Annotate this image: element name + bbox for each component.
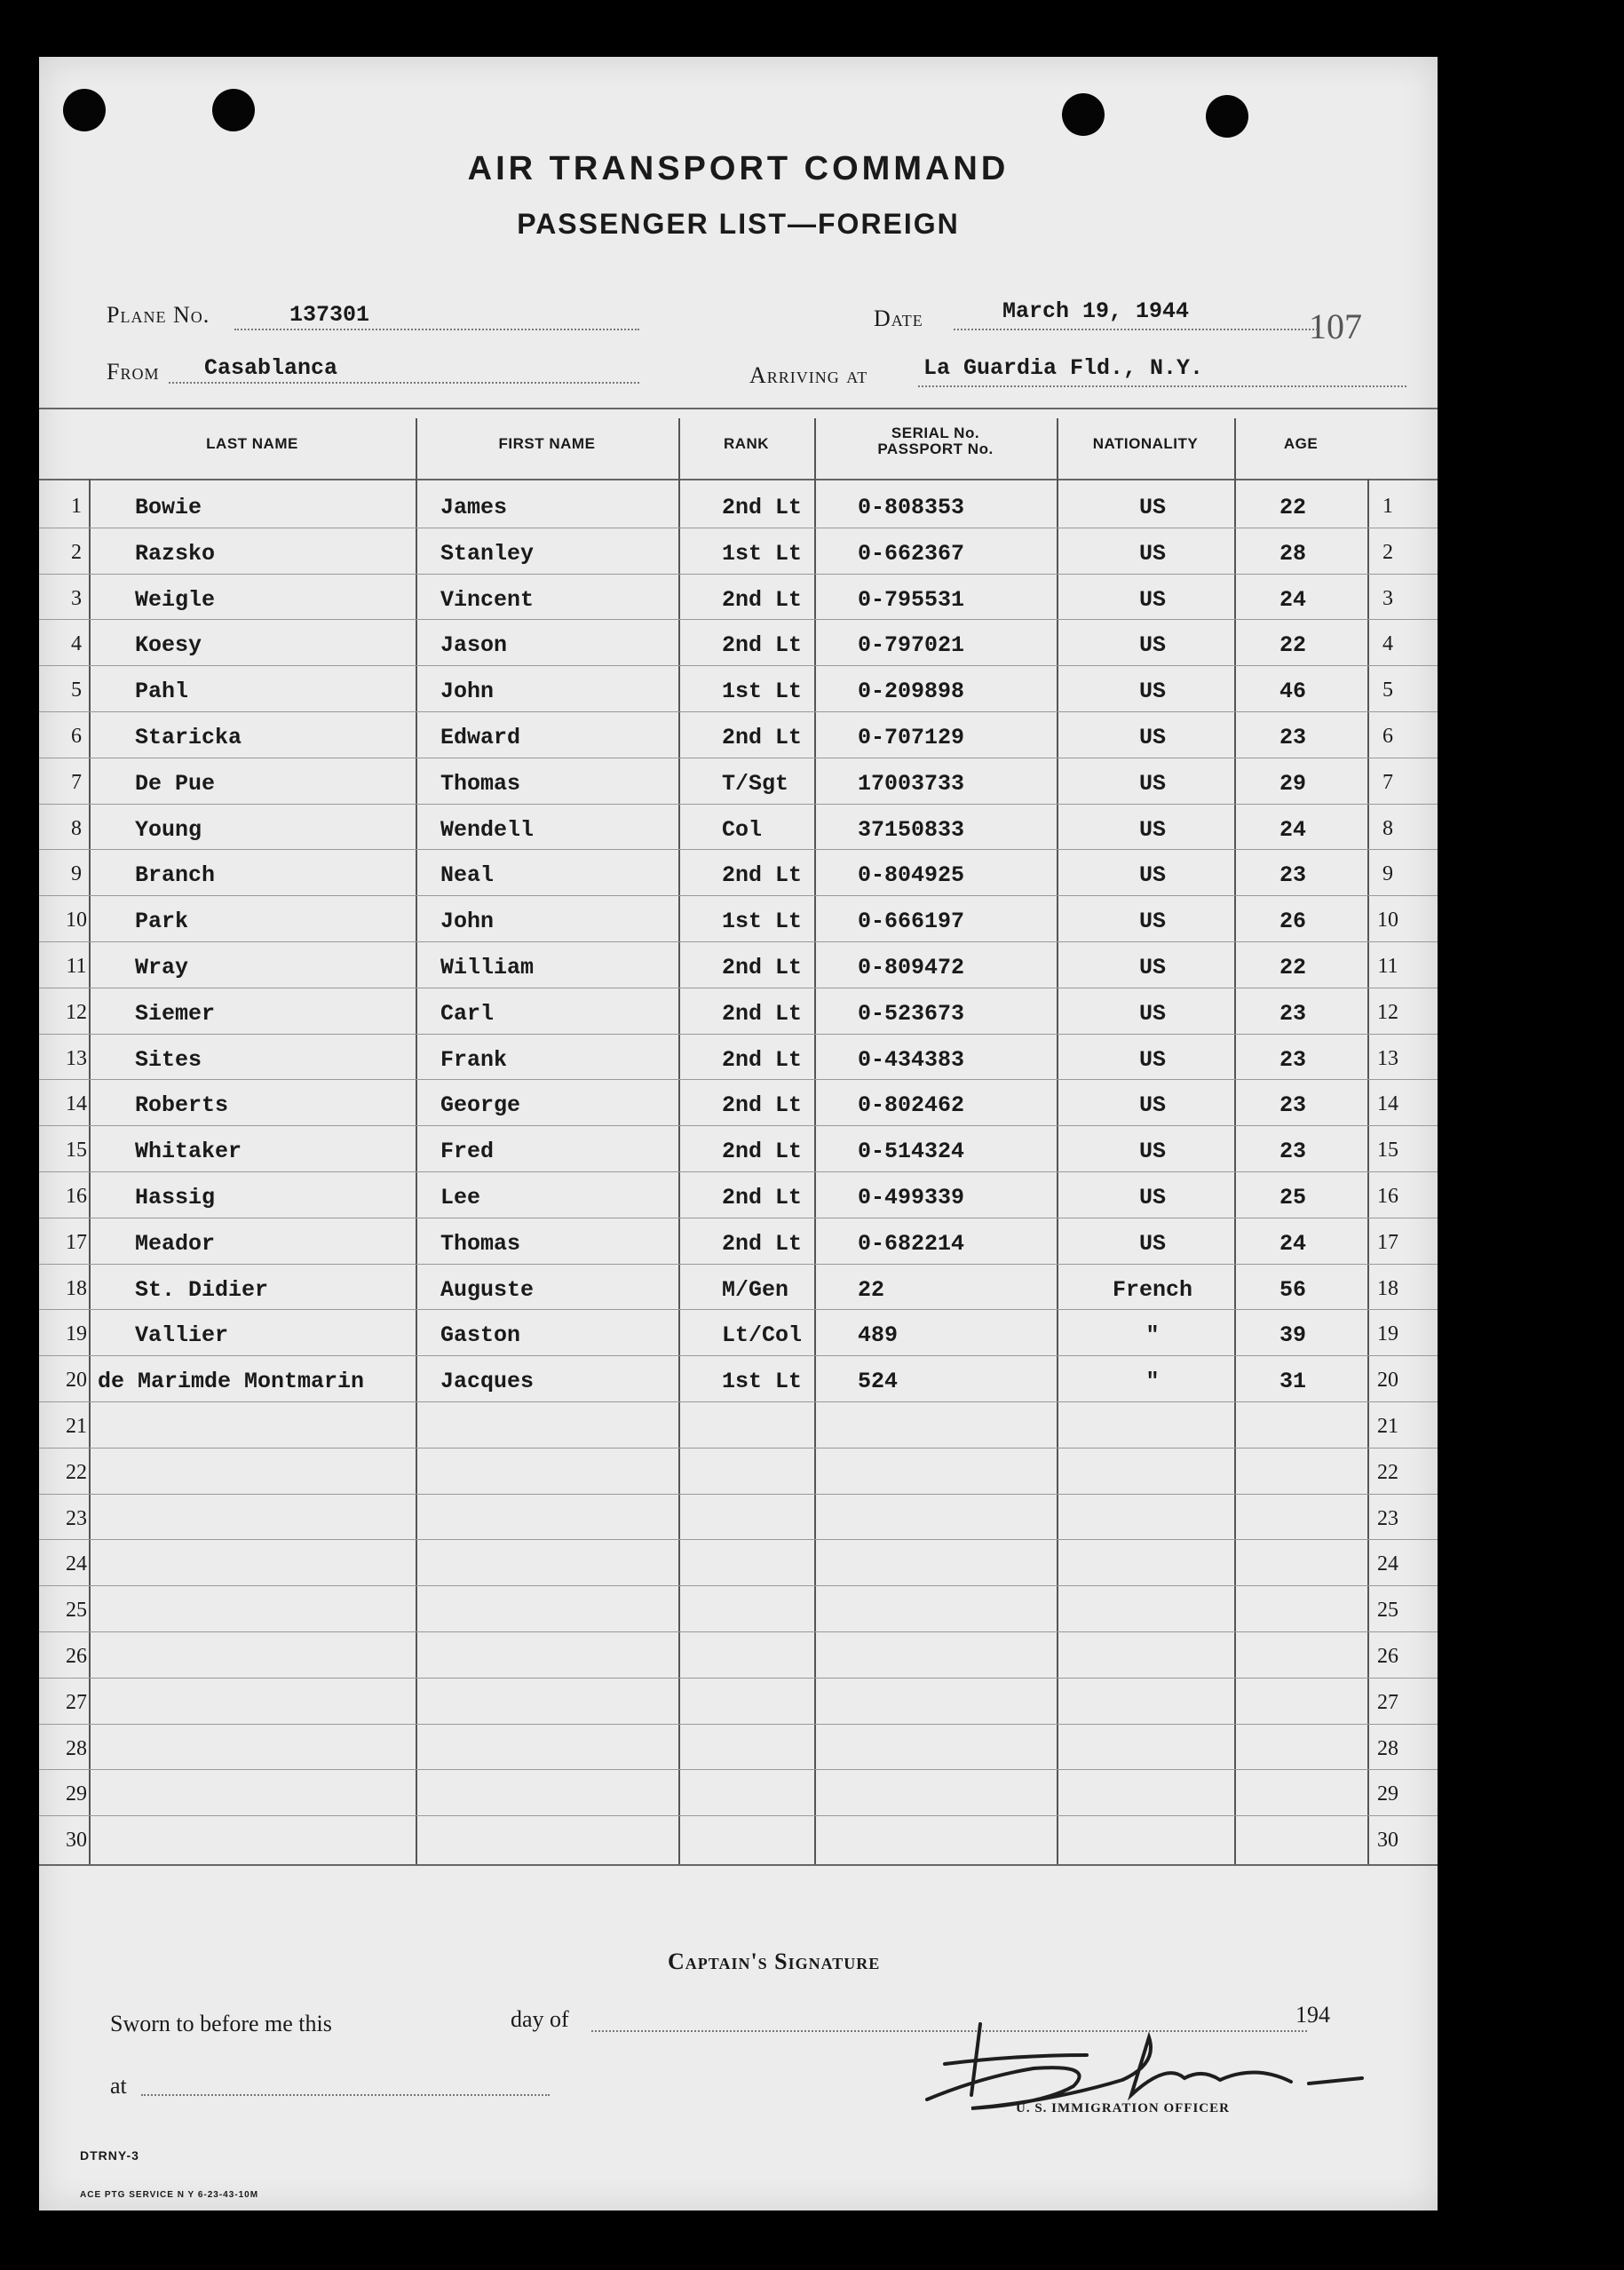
last-name-cell: de Marimde Montmarin (98, 1369, 365, 1395)
last-name-cell: De Pue (135, 770, 216, 797)
row-number: 2 (71, 540, 82, 564)
nationality-cell: US (1138, 1139, 1166, 1165)
row-divider (39, 1125, 1438, 1126)
age-cell: 22 (1279, 495, 1306, 520)
age-cell: 23 (1279, 1000, 1306, 1027)
punch-hole (212, 89, 255, 131)
col-header-serial-2: PASSPORT No. (877, 441, 994, 457)
serial-cell: 0-523673 (858, 1000, 965, 1027)
table-row (39, 1450, 1438, 1499)
row-number: 27 (66, 1690, 87, 1714)
last-name-cell: Sites (135, 1046, 202, 1073)
row-number: 7 (71, 770, 82, 794)
table-top-border (39, 408, 1438, 409)
first-name-cell: Lee (440, 1185, 481, 1210)
nationality-cell: US (1138, 816, 1166, 843)
rank-cell: 2nd Lt (722, 1185, 803, 1210)
rank-cell: 2nd Lt (722, 955, 803, 980)
from-line (169, 382, 639, 384)
plane-no-line (234, 329, 639, 330)
table-row (39, 1588, 1438, 1637)
last-name-cell: Bowie (135, 495, 202, 520)
row-number: 6 (71, 725, 82, 748)
plane-no-value: 137301 (289, 302, 370, 328)
row-divider (39, 1401, 1438, 1402)
row-number: 24 (66, 1552, 87, 1576)
row-number: 19 (66, 1322, 87, 1346)
officer-signature (918, 2002, 1415, 2117)
row-number-right: 13 (1377, 1046, 1398, 1070)
arriving-line (918, 385, 1406, 387)
last-name-cell: Whitaker (135, 1139, 242, 1165)
row-number-right: 7 (1382, 770, 1393, 794)
day-of-label: day of (511, 2006, 569, 2032)
first-name-cell: Frank (440, 1046, 508, 1073)
row-divider (39, 1769, 1438, 1770)
row-number-right: 28 (1377, 1736, 1398, 1760)
row-number: 15 (66, 1139, 87, 1163)
row-divider (39, 1309, 1438, 1310)
table-row (39, 484, 1438, 533)
rank-cell: 2nd Lt (722, 586, 803, 613)
serial-cell: 0-802462 (858, 1092, 965, 1119)
table-row (39, 622, 1438, 671)
row-number-right: 29 (1377, 1782, 1398, 1806)
col-header-serial (814, 425, 1057, 457)
serial-cell: 17003733 (858, 770, 965, 797)
row-number: 4 (71, 632, 82, 656)
nationality-cell: US (1138, 495, 1166, 520)
row-number-right: 4 (1382, 632, 1393, 656)
nationality-cell: US (1138, 1230, 1166, 1257)
row-number: 17 (66, 1230, 87, 1254)
age-cell: 28 (1279, 540, 1306, 567)
table-row (39, 1542, 1438, 1591)
row-number-right: 21 (1377, 1415, 1398, 1438)
row-number-right: 1 (1382, 495, 1393, 518)
nationality-cell: US (1138, 770, 1166, 797)
serial-cell: 0-808353 (858, 495, 965, 520)
row-number-right: 2 (1382, 540, 1393, 564)
first-name-cell: Edward (440, 725, 521, 750)
year-label: 194 (1295, 2002, 1330, 2028)
table-row (39, 1358, 1438, 1407)
row-divider (39, 619, 1438, 620)
row-number: 26 (66, 1645, 87, 1668)
rank-cell: Col (722, 816, 763, 843)
last-name-cell: Young (135, 816, 202, 843)
last-name-cell: Koesy (135, 632, 202, 659)
serial-cell: 0-666197 (858, 909, 965, 935)
row-divider (39, 574, 1438, 575)
row-divider (39, 711, 1438, 712)
row-divider (39, 849, 1438, 850)
last-name-cell: Razsko (135, 540, 216, 567)
row-number-right: 26 (1377, 1645, 1398, 1668)
row-divider (39, 804, 1438, 805)
serial-cell: 0-434383 (858, 1046, 965, 1073)
age-cell: 22 (1279, 632, 1306, 659)
table-row (39, 898, 1438, 947)
rank-cell: 2nd Lt (722, 1230, 803, 1257)
serial-cell: 0-707129 (858, 725, 965, 750)
rank-cell: T/Sgt (722, 770, 789, 797)
first-name-cell: Carl (440, 1000, 495, 1027)
serial-cell: 524 (858, 1369, 899, 1395)
first-name-cell: William (440, 955, 535, 980)
col-header-first: FIRST NAME (498, 435, 596, 452)
table-row (39, 760, 1438, 809)
row-divider (39, 895, 1438, 896)
age-cell: 23 (1279, 1092, 1306, 1119)
row-number: 23 (66, 1506, 87, 1530)
page-stamp: 107 (1309, 306, 1362, 346)
last-name-cell: Roberts (135, 1092, 229, 1119)
table-row (39, 806, 1438, 855)
row-number: 20 (66, 1369, 87, 1393)
row-divider (39, 1585, 1438, 1586)
row-divider (39, 1631, 1438, 1632)
last-name-cell: Siemer (135, 1000, 216, 1027)
row-number-right: 20 (1377, 1369, 1398, 1393)
nationality-cell: US (1138, 955, 1166, 980)
form-code: DTRNY-3 (80, 2148, 139, 2163)
last-name-cell: Staricka (135, 725, 242, 750)
serial-cell: 0-499339 (858, 1185, 965, 1210)
from-value: Casablanca (204, 355, 338, 381)
form-title: AIR TRANSPORT COMMAND (467, 150, 1010, 187)
row-number: 18 (66, 1276, 87, 1300)
row-number-right: 24 (1377, 1552, 1398, 1576)
row-number: 28 (66, 1736, 87, 1760)
row-number-right: 22 (1377, 1460, 1398, 1484)
officer-label: U. S. IMMIGRATION OFFICER (1016, 2101, 1230, 2115)
row-number-right: 27 (1377, 1690, 1398, 1714)
row-divider (39, 1539, 1438, 1540)
table-row (39, 944, 1438, 993)
nationality-cell: US (1138, 725, 1166, 750)
row-number: 5 (71, 679, 82, 702)
row-divider (39, 1678, 1438, 1679)
row-number: 29 (66, 1782, 87, 1806)
row-number-right: 11 (1377, 955, 1398, 978)
punch-hole (1062, 93, 1105, 136)
last-name-cell: St. Didier (135, 1276, 269, 1303)
form-subtitle: PASSENGER LIST—FOREIGN (517, 208, 960, 240)
row-number: 21 (66, 1415, 87, 1438)
table-row (39, 1726, 1438, 1775)
row-divider (39, 1355, 1438, 1356)
nationality-cell: US (1138, 586, 1166, 613)
nationality-cell: US (1138, 862, 1166, 889)
row-number-right: 30 (1377, 1829, 1398, 1853)
serial-cell: 0-809472 (858, 955, 965, 980)
row-number-right: 25 (1377, 1599, 1398, 1623)
age-cell: 23 (1279, 1046, 1306, 1073)
rank-cell: 1st Lt (722, 1369, 803, 1395)
rank-cell: 1st Lt (722, 909, 803, 935)
first-name-cell: Stanley (440, 540, 535, 567)
first-name-cell: Thomas (440, 1230, 521, 1257)
row-number: 30 (66, 1829, 87, 1853)
last-name-cell: Vallier (135, 1322, 229, 1349)
arriving-label: Arriving at (749, 362, 868, 388)
row-number-right: 14 (1377, 1092, 1398, 1116)
serial-cell: 489 (858, 1322, 899, 1349)
captain-signature-label: Captain's Signature (668, 1949, 881, 1974)
table-row (39, 1634, 1438, 1683)
first-name-cell: Neal (440, 862, 495, 889)
punch-hole (1206, 95, 1248, 138)
age-cell: 23 (1279, 1139, 1306, 1165)
last-name-cell: Hassig (135, 1185, 216, 1210)
first-name-cell: John (440, 679, 495, 705)
table-row (39, 576, 1438, 625)
table-row (39, 714, 1438, 763)
row-number-right: 10 (1377, 909, 1398, 933)
row-divider (39, 1815, 1438, 1816)
nationality-cell: US (1138, 909, 1166, 935)
rank-cell: 2nd Lt (722, 1000, 803, 1027)
table-row (39, 852, 1438, 901)
rank-cell: 2nd Lt (722, 1139, 803, 1165)
rank-cell: Lt/Col (722, 1322, 803, 1349)
row-number: 9 (71, 862, 82, 886)
table-row (39, 668, 1438, 717)
row-number-right: 16 (1377, 1185, 1398, 1208)
table-row (39, 1404, 1438, 1453)
rank-cell: 1st Lt (722, 679, 803, 705)
row-divider (39, 1171, 1438, 1172)
row-divider (39, 1724, 1438, 1725)
first-name-cell: Jacques (440, 1369, 535, 1395)
first-name-cell: Wendell (440, 816, 535, 843)
row-number: 22 (66, 1460, 87, 1484)
last-name-cell: Meador (135, 1230, 216, 1257)
header-bottom-border (39, 479, 1438, 480)
row-number-right: 8 (1382, 816, 1393, 840)
row-number: 13 (66, 1046, 87, 1070)
sworn-label: Sworn to before me this (110, 2011, 332, 2036)
date-line (954, 329, 1318, 330)
nationality-cell: US (1138, 1185, 1166, 1210)
row-number-right: 17 (1377, 1230, 1398, 1254)
row-divider (39, 1264, 1438, 1265)
row-divider (39, 1448, 1438, 1449)
nationality-cell: US (1138, 632, 1166, 659)
first-name-cell: Fred (440, 1139, 495, 1165)
age-cell: 31 (1279, 1369, 1306, 1395)
table-row (39, 990, 1438, 1039)
last-name-cell: Weigle (135, 586, 216, 613)
age-cell: 22 (1279, 955, 1306, 980)
col-header-last: LAST NAME (206, 435, 298, 452)
row-number: 12 (66, 1000, 87, 1024)
printer-line: ACE PTG SERVICE N Y 6-23-43-10M (80, 2190, 259, 2200)
serial-cell: 0-209898 (858, 679, 965, 705)
row-number: 14 (66, 1092, 87, 1116)
serial-cell: 0-797021 (858, 632, 965, 659)
rank-cell: 2nd Lt (722, 725, 803, 750)
nationality-cell: US (1138, 1046, 1166, 1073)
arriving-value: La Guardia Fld., N.Y. (923, 355, 1204, 381)
col-header-nationality: NATIONALITY (1092, 435, 1199, 452)
rank-cell: 1st Lt (722, 540, 803, 567)
serial-cell: 0-682214 (858, 1230, 965, 1257)
row-number-right: 9 (1382, 862, 1393, 886)
rank-cell: 2nd Lt (722, 862, 803, 889)
passenger-table (39, 408, 1438, 1864)
row-number-right: 18 (1377, 1276, 1398, 1300)
age-cell: 46 (1279, 679, 1306, 705)
table-row (39, 1220, 1438, 1269)
first-name-cell: Thomas (440, 770, 521, 797)
row-number: 3 (71, 586, 82, 610)
col-header-serial-1: SERIAL No. (891, 425, 980, 441)
serial-cell: 0-514324 (858, 1139, 965, 1165)
first-name-cell: Jason (440, 632, 508, 659)
row-number-right: 19 (1377, 1322, 1398, 1346)
age-cell: 29 (1279, 770, 1306, 797)
row-divider (39, 1079, 1438, 1080)
row-number-right: 15 (1377, 1139, 1398, 1163)
row-number: 10 (66, 909, 87, 933)
row-divider (39, 941, 1438, 942)
age-cell: 39 (1279, 1322, 1306, 1349)
from-label: From (107, 359, 160, 385)
row-number: 1 (71, 495, 82, 518)
serial-cell: 0-795531 (858, 586, 965, 613)
row-divider (39, 1034, 1438, 1035)
table-row (39, 1128, 1438, 1177)
table-row (39, 1818, 1438, 1867)
row-number-right: 6 (1382, 725, 1393, 748)
table-row (39, 1174, 1438, 1223)
age-cell: 56 (1279, 1276, 1306, 1303)
table-row (39, 1266, 1438, 1315)
rank-cell: 2nd Lt (722, 495, 803, 520)
serial-cell: 0-662367 (858, 540, 965, 567)
rank-cell: 2nd Lt (722, 632, 803, 659)
serial-cell: 22 (858, 1276, 885, 1303)
date-value: March 19, 1944 (1002, 298, 1190, 324)
date-label: Date (874, 306, 923, 331)
table-row (39, 1082, 1438, 1131)
table-row (39, 1312, 1438, 1361)
nationality-cell: US (1138, 1092, 1166, 1119)
nationality-cell: " (1145, 1369, 1160, 1395)
table-row (39, 1680, 1438, 1729)
nationality-cell: " (1145, 1322, 1160, 1349)
nationality-cell: US (1138, 679, 1166, 705)
row-number: 8 (71, 816, 82, 840)
table-row (39, 1496, 1438, 1545)
age-cell: 25 (1279, 1185, 1306, 1210)
row-number-right: 23 (1377, 1506, 1398, 1530)
age-cell: 24 (1279, 586, 1306, 613)
first-name-cell: Gaston (440, 1322, 521, 1349)
rank-cell: 2nd Lt (722, 1046, 803, 1073)
at-label: at (110, 2073, 127, 2099)
age-cell: 23 (1279, 725, 1306, 750)
rank-cell: 2nd Lt (722, 1092, 803, 1119)
last-name-cell: Branch (135, 862, 216, 889)
age-cell: 23 (1279, 862, 1306, 889)
last-name-cell: Wray (135, 955, 189, 980)
plane-no-label: Plane No. (107, 302, 210, 328)
row-number: 16 (66, 1185, 87, 1208)
last-name-cell: Pahl (135, 679, 189, 705)
row-number-right: 3 (1382, 586, 1393, 610)
col-header-rank: RANK (723, 435, 770, 452)
at-line (141, 2094, 550, 2096)
rank-cell: M/Gen (722, 1276, 789, 1303)
nationality-cell: US (1138, 1000, 1166, 1027)
row-divider (39, 1494, 1438, 1495)
row-divider (39, 665, 1438, 666)
first-name-cell: James (440, 495, 508, 520)
punch-hole (63, 89, 106, 131)
passenger-list-form (39, 57, 1438, 2210)
nationality-cell: French (1112, 1276, 1192, 1303)
first-name-cell: Vincent (440, 586, 535, 613)
first-name-cell: George (440, 1092, 521, 1119)
table-row (39, 530, 1438, 579)
row-number: 11 (66, 955, 87, 978)
col-header-age: AGE (1283, 435, 1319, 452)
table-body (39, 484, 1438, 1864)
serial-cell: 37150833 (858, 816, 965, 843)
table-row (39, 1772, 1438, 1821)
row-number-right: 12 (1377, 1000, 1398, 1024)
age-cell: 24 (1279, 1230, 1306, 1257)
age-cell: 26 (1279, 909, 1306, 935)
age-cell: 24 (1279, 816, 1306, 843)
last-name-cell: Park (135, 909, 189, 935)
first-name-cell: Auguste (440, 1276, 535, 1303)
row-number: 25 (66, 1599, 87, 1623)
table-row (39, 1036, 1438, 1085)
nationality-cell: US (1138, 540, 1166, 567)
first-name-cell: John (440, 909, 495, 935)
row-number-right: 5 (1382, 679, 1393, 702)
serial-cell: 0-804925 (858, 862, 965, 889)
